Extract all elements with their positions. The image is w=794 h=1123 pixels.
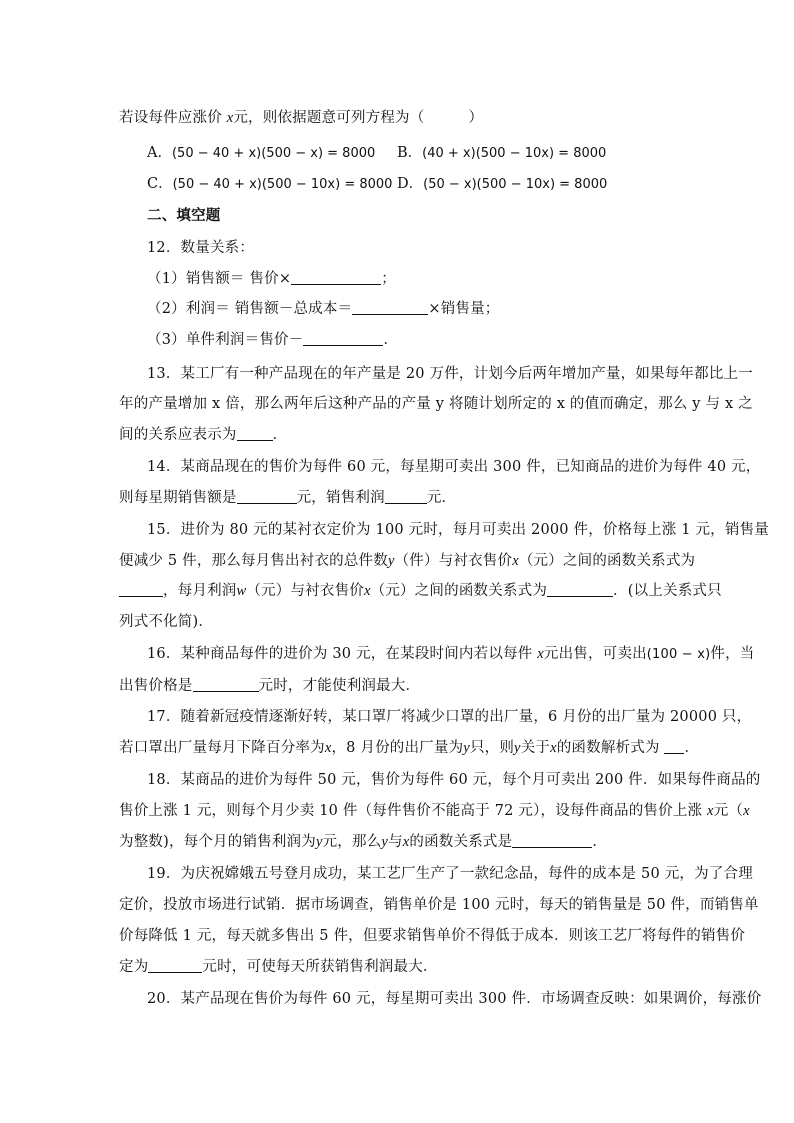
q13-line1: 13．某工厂有一种产品现在的年产量是 20 万件，计划今后两年增加产量，如果每年都比上一 xyxy=(147,366,753,382)
q16-line1: 16．某种商品每件的进价为 30 元，在某段时间内若以每件 x元出售，可卖出(100 − x)件，当 xyxy=(147,646,755,662)
q17-line2: 若口罩出厂量每月下降百分率为x，8 月份的出厂量为y只，则y关于x的函数解析式为 ． xyxy=(119,740,700,756)
q11-option-a: A．(50 − 40 + x)(500 − x) = 8000 xyxy=(147,145,376,161)
q14-blank-1[interactable] xyxy=(237,489,297,504)
q18-line1: 18．某商品的进价为每件 50 元，售价为每件 60 元，每个月可卖出 200 件．如果每件商品的 xyxy=(147,772,761,788)
q16-line2: 出售价格是 元时，才能使利润最大． xyxy=(119,678,421,694)
q15-blank-2[interactable] xyxy=(547,582,613,597)
q12-title: 12．数量关系： xyxy=(147,240,255,256)
q19-line1: 19．为庆祝嫦娥五号登月成功，某工艺厂生产了一款纪念品，每件的成本是 50 元，为了合理 xyxy=(147,866,753,882)
q19-line4: 定为 元时，可使每天所获销售利润最大． xyxy=(119,959,438,975)
q18-line2: 售价上涨 1 元，则每个月少卖 10 件（每件售价不能高于 72 元），设每件商品的售价上涨 x元（x xyxy=(119,803,750,819)
q17-blank[interactable] xyxy=(664,739,684,754)
section-title: 二、填空题 xyxy=(147,207,221,224)
q12-blank-1[interactable] xyxy=(291,270,381,285)
q16-blank[interactable] xyxy=(193,677,259,692)
q18-line3: 为整数)，每个月的销售利润为y元，那么y与x的函数关系式是 ． xyxy=(119,834,608,850)
q19-line2: 定价，投放市场进行试销．据市场调查，销售单价是 100 元时，每天的销售量是 50 件，而销售单 xyxy=(119,897,759,913)
q11-option-b: B．(40 + x)(500 − 10x) = 8000 xyxy=(397,145,607,161)
q11-option-c: C．(50 − 40 + x)(500 − 10x) = 8000 xyxy=(147,176,393,192)
q12-line2: （2）利润＝ 销售额－总成本＝ ×销售量； xyxy=(147,301,500,317)
q19-blank[interactable] xyxy=(148,958,202,973)
q14-line1: 14．某商品现在的售价为每件 60 元，每星期可卖出 300 件，已知商品的进价为每件 40 元， xyxy=(147,459,761,475)
q12-line3: （3）单件利润＝售价－ ． xyxy=(147,332,399,348)
q13-blank[interactable] xyxy=(237,426,273,441)
q17-line1: 17．随着新冠疫情逐渐好转，某口罩厂将减少口罩的出厂量，6 月份的出厂量为 20000 只， xyxy=(147,709,752,725)
q15-line3: ，每月利润w（元）与衬衣售价x（元）之间的函数关系式为 ．(以上关系式只 xyxy=(119,581,719,601)
q14-line2: 则每星期销售额是 元，销售利润 元． xyxy=(119,490,457,506)
q13-line2: 年的产量增加 x 倍，那么两年后这种产品的产量 y 将随计划所定的 x 的值而确定，那么 y 与 x 之 xyxy=(119,396,753,412)
q11-option-d: D．(50 − x)(500 − 10x) = 8000 xyxy=(397,176,608,192)
q15-line2: 便减少 5 件，那么每月售出衬衣的总件数y（件）与衬衣售价x（元）之间的函数关系式为 xyxy=(119,553,696,569)
q13-line3: 间的关系应表示为 ． xyxy=(119,427,288,443)
q15-blank-1[interactable] xyxy=(119,582,163,597)
q19-line3: 价每降低 1 元，每天就多售出 5 件，但要求销售单价不得低于成本．则该工艺厂将每件的销售价 xyxy=(119,928,746,944)
q12-blank-3[interactable] xyxy=(303,331,383,346)
q11-stem: 若设每件应涨价 x元，则依据题意可列方程为（ ） xyxy=(119,110,484,126)
q12-blank-2[interactable] xyxy=(352,300,428,315)
q14-blank-2[interactable] xyxy=(385,489,427,504)
q15-line1: 15．进价为 80 元的某衬衣定价为 100 元时，每月可卖出 2000 件，价格每上涨 1 元，销售量 xyxy=(147,522,769,538)
q18-blank[interactable] xyxy=(512,833,592,848)
q20-line1: 20．某产品现在售价为每件 60 元，每星期可卖出 300 件．市场调查反映：如果调价，每涨价 xyxy=(147,991,762,1007)
q12-line1: （1）销售额＝ 售价× ； xyxy=(147,271,396,287)
q15-line4: 列式不化简)． xyxy=(119,614,214,630)
